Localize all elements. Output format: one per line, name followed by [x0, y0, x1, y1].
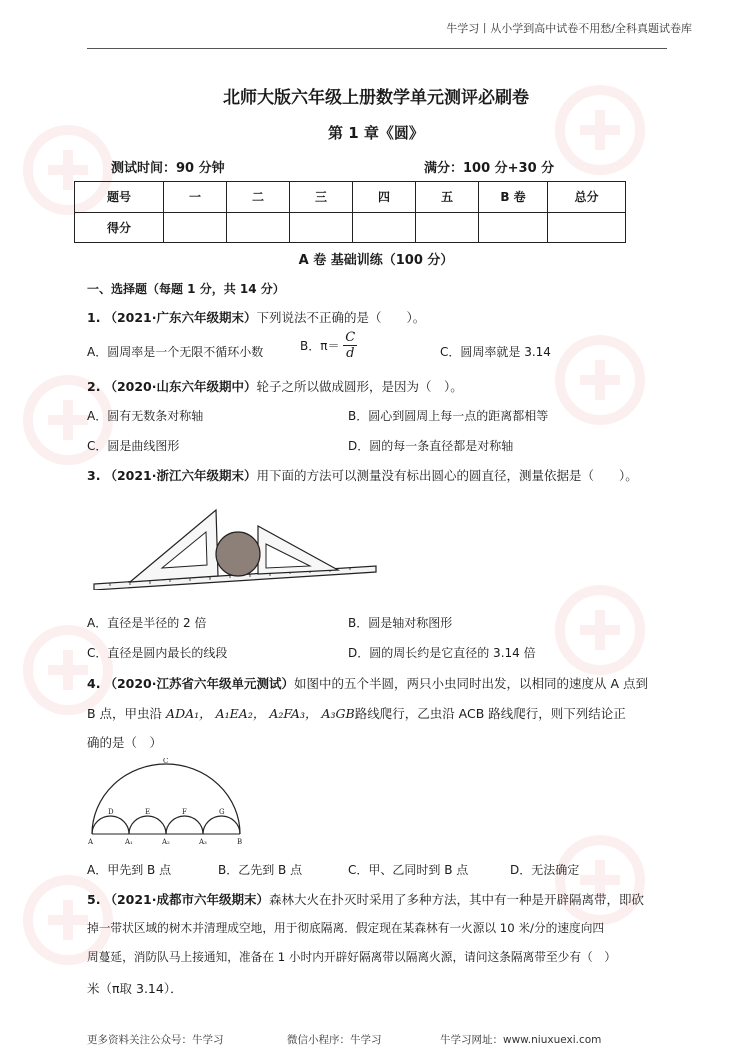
score-table-header: 题号 — [75, 182, 164, 213]
q1-number: 1. — [87, 310, 101, 325]
score-row-label: 得分 — [75, 212, 164, 243]
q1-option-c: C．圆周率就是 3.14 — [440, 345, 551, 359]
q4-option-b: B．乙先到 B 点 — [218, 863, 303, 877]
watermark-logo-icon — [550, 830, 650, 930]
question-4-line-3: 确的是（ ） — [87, 735, 163, 750]
q4-small-semicircle — [203, 816, 240, 834]
q1-fraction-numerator: C — [345, 330, 356, 345]
score-table-header: 一 — [164, 182, 227, 213]
q5-source: （2021·成都市六年级期末） — [104, 892, 269, 907]
question-1 — [87, 308, 425, 326]
q3-option-d: D．圆的周长约是它直径的 3.14 倍 — [348, 646, 536, 660]
q4-number: 4. — [87, 676, 101, 691]
q3-source: （2021·浙江六年级期末） — [104, 468, 257, 483]
label-C: C — [163, 758, 169, 765]
q1-option-a: A．圆周率是一个无限不循环小数 — [87, 345, 264, 359]
q4-stem-1: 如图中的五个半圆，两只小虫同时出发，以相同的速度从 A 点到 — [293, 676, 648, 691]
q4-path-1: ADA₁， — [166, 706, 212, 721]
q5-line-3: 周蔓延，消防队马上接通知，准备在 1 小时内开辟好隔离带以隔离火源，请问这条隔离带至少有（ ） — [87, 950, 617, 964]
q2-option-c: C．圆是曲线图形 — [87, 439, 180, 453]
q4-small-semicircle — [129, 816, 166, 834]
q3-stem: 用下面的方法可以测量没有标出圆心的圆直径，测量依据是（ ）。 — [256, 468, 638, 483]
header-text: 牛学习丨从小学到高中试卷不用愁/全科真题试卷库 — [446, 22, 692, 35]
label-A2: A₂ — [162, 838, 170, 846]
q4-option-c: C．甲、乙同时到 B 点 — [348, 863, 469, 877]
q2-option-a: A．圆有无数条对称轴 — [87, 409, 204, 423]
q4-stem-2a: B 点，甲虫沿 — [87, 706, 163, 721]
label-D: D — [108, 808, 114, 816]
label-F: F — [182, 808, 187, 816]
q2-option-b: B．圆心到圆周上每一点的距离都相等 — [348, 409, 549, 423]
q1-stem: 下列说法不正确的是（ ）。 — [256, 310, 426, 325]
question-5-line-1 — [87, 890, 644, 908]
score-table — [74, 181, 626, 243]
watermark-logo-icon — [550, 580, 650, 680]
score-cell[interactable] — [416, 212, 479, 243]
q4-small-semicircle — [92, 816, 129, 834]
q4-path-4: A₃GB — [321, 706, 355, 721]
q2-stem: 轮子之所以做成圆形，是因为（ ）。 — [256, 379, 463, 394]
q4-option-a: A．甲先到 B 点 — [87, 863, 172, 877]
score-cell[interactable] — [227, 212, 290, 243]
part1-heading: 一、选择题（每题 1 分，共 14 分） — [87, 282, 285, 296]
measured-circle — [216, 532, 260, 576]
label-G: G — [219, 808, 225, 816]
q4-figure-semicircles — [84, 758, 249, 848]
score-cell[interactable] — [290, 212, 353, 243]
page-title: 北师大版六年级上册数学单元测评必刷卷 — [223, 88, 529, 108]
score-cell[interactable] — [479, 212, 548, 243]
q1-option-b — [300, 330, 357, 361]
score-table-header: B 卷 — [479, 182, 548, 213]
q5-line-1: 森林大火在扑灭时采用了多种方法，其中有一种是开辟隔离带，即砍 — [268, 892, 644, 907]
q4-source: （2020·江苏省六年级单元测试） — [104, 676, 294, 691]
q5-line-2: 掉一带状区域的树木并清理成空地，用于彻底隔离．假定现在某森林有一火源以 10 米/分的速度向四 — [87, 921, 605, 935]
question-4-line-1 — [87, 674, 648, 692]
label-E: E — [145, 808, 151, 816]
q3-option-a: A．直径是半径的 2 倍 — [87, 616, 207, 630]
q3-figure-triangles-circle — [90, 508, 380, 590]
score-table-header: 二 — [227, 182, 290, 213]
section-a-heading: A 卷 基础训练（100 分） — [298, 253, 454, 268]
q1-option-b-prefix: B．π＝ — [300, 339, 340, 353]
q1-fraction-denominator: d — [346, 346, 355, 361]
question-4-line-2 — [87, 704, 626, 722]
header-divider — [87, 48, 667, 49]
q4-path-2: A₁EA₂， — [215, 706, 266, 721]
q2-number: 2. — [87, 379, 101, 394]
watermark-logo-icon — [550, 330, 650, 430]
label-A3: A₃ — [199, 838, 207, 846]
footer-website-link[interactable]: 牛学习网址：www.niuxuexi.com — [440, 1034, 602, 1046]
score-table-header: 五 — [416, 182, 479, 213]
q1-source: （2021·广东六年级期末） — [104, 310, 257, 325]
question-2 — [87, 377, 463, 395]
page-subtitle: 第 1 章《圆》 — [328, 124, 424, 142]
q4-small-semicircle — [166, 816, 203, 834]
q3-number: 3. — [87, 468, 101, 483]
score-table-score-row — [75, 212, 626, 243]
footer-wechat-account: 更多资料关注公众号：牛学习 — [87, 1034, 224, 1046]
test-time: 测试时间：90 分钟 — [111, 161, 225, 176]
footer-mini-program: 微信小程序：牛学习 — [287, 1034, 382, 1046]
score-table-header-row — [75, 182, 626, 213]
q5-number: 5. — [87, 892, 101, 907]
q4-path-3: A₂FA₃， — [269, 706, 318, 721]
question-3 — [87, 466, 638, 484]
label-A1: A₁ — [125, 838, 133, 846]
score-table-header: 总分 — [548, 182, 626, 213]
q2-source: （2020·山东六年级期中） — [104, 379, 257, 394]
q3-option-b: B．圆是轴对称图形 — [348, 616, 453, 630]
q2-option-d: D．圆的每一条直径都是对称轴 — [348, 439, 514, 453]
full-score: 满分：100 分+30 分 — [424, 161, 555, 176]
label-B: B — [237, 838, 243, 846]
q1-fraction — [343, 330, 357, 361]
q3-option-c: C．直径是圆内最长的线段 — [87, 646, 228, 660]
label-A: A — [88, 838, 94, 846]
score-cell[interactable] — [548, 212, 626, 243]
q4-large-semicircle — [92, 764, 240, 834]
score-table-header: 三 — [290, 182, 353, 213]
score-cell[interactable] — [164, 212, 227, 243]
score-cell[interactable] — [353, 212, 416, 243]
q5-line-4: 米（π取 3.14）． — [87, 981, 183, 996]
q4-option-d: D．无法确定 — [510, 863, 580, 877]
score-table-header: 四 — [353, 182, 416, 213]
q4-stem-2b: 路线爬行，乙虫沿 ACB 路线爬行，则下列结论正 — [354, 706, 626, 721]
